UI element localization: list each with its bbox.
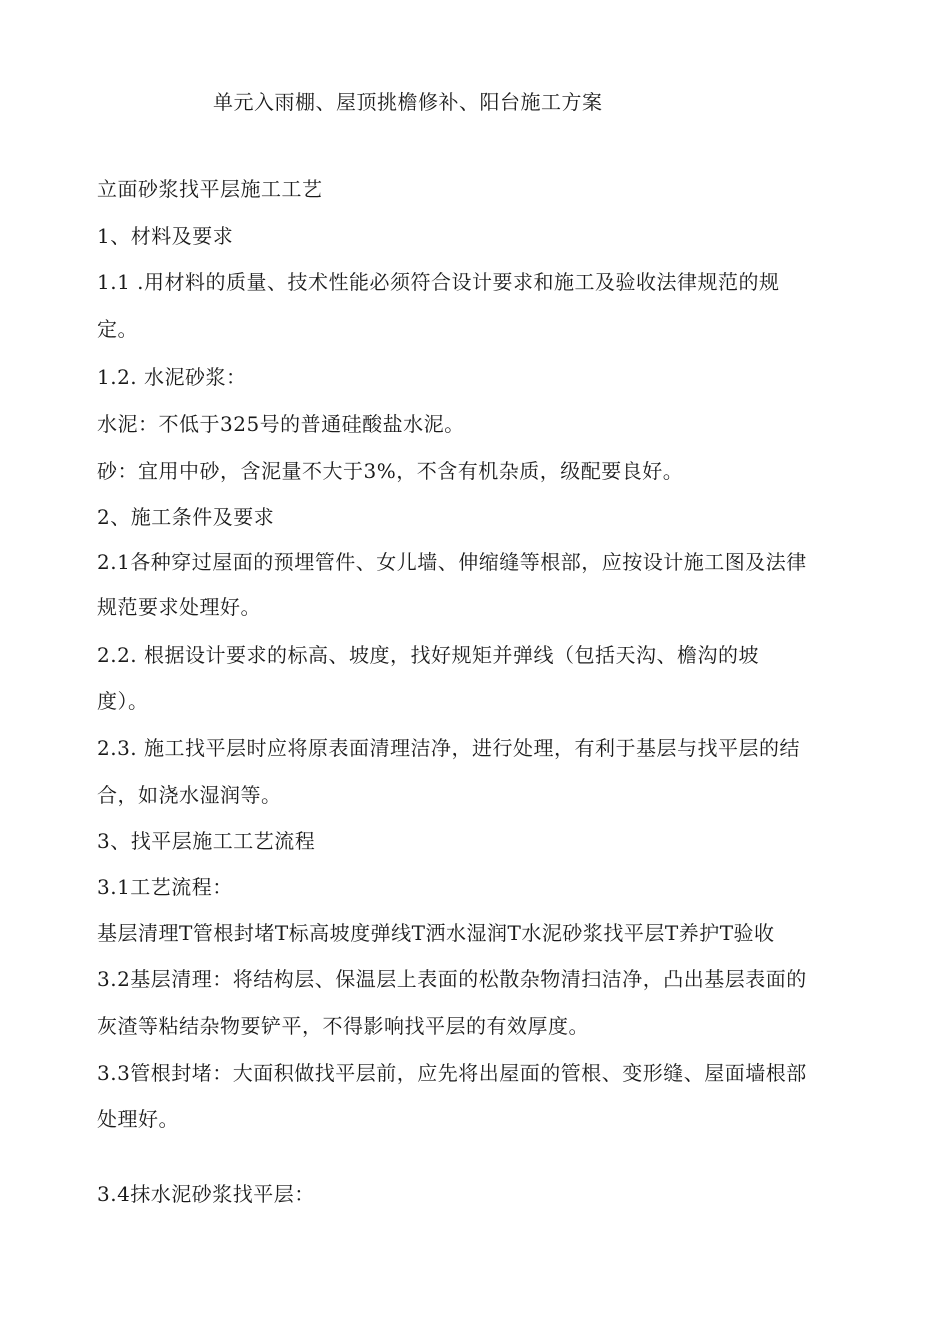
paragraph-line: 水泥：不低于325号的普通硅酸盐水泥。 bbox=[97, 412, 465, 436]
paragraph-line: 规范要求处理好。 bbox=[97, 595, 261, 619]
paragraph-line: 砂：宜用中砂，含泥量不大于3%，不含有机杂质，级配要良好。 bbox=[97, 459, 684, 483]
paragraph-line: 1.1 .用材料的质量、技术性能必须符合设计要求和施工及验收法律规范的规 bbox=[97, 270, 780, 294]
paragraph-line: 定。 bbox=[97, 317, 138, 341]
paragraph-line: 2.2. 根据设计要求的标高、坡度，找好规矩并弹线（包括天沟、檐沟的坡 bbox=[97, 643, 760, 667]
paragraph-line: 3.2基层清理：将结构层、保温层上表面的松散杂物清扫洁净，凸出基层表面的 bbox=[97, 967, 807, 991]
paragraph-line: 2.3. 施工找平层时应将原表面清理洁净，进行处理，有利于基层与找平层的结 bbox=[97, 736, 801, 760]
paragraph-line: 3.4抹水泥砂浆找平层： bbox=[97, 1182, 315, 1206]
paragraph-line: 基层清理T管根封堵T标高坡度弹线T洒水湿润T水泥砂浆找平层T养护T验收 bbox=[97, 921, 775, 945]
paragraph-line: 1.2. 水泥砂浆： bbox=[97, 365, 247, 389]
paragraph-line: 度）。 bbox=[97, 689, 149, 713]
paragraph-line: 合，如浇水湿润等。 bbox=[97, 783, 282, 807]
subsection-heading: 1、材料及要求 bbox=[97, 224, 234, 248]
paragraph-line: 2.1各种穿过屋面的预埋管件、女儿墙、伸缩缝等根部，应按设计施工图及法律 bbox=[97, 550, 807, 574]
paragraph-line: 灰渣等粘结杂物要铲平，不得影响找平层的有效厚度。 bbox=[97, 1014, 589, 1038]
paragraph-line: 处理好。 bbox=[97, 1107, 179, 1131]
section-heading: 立面砂浆找平层施工工艺 bbox=[97, 177, 323, 201]
subsection-heading: 3、找平层施工工艺流程 bbox=[97, 829, 316, 853]
subsection-heading: 2、施工条件及要求 bbox=[97, 505, 275, 529]
paragraph-line: 3.1工艺流程： bbox=[97, 875, 233, 899]
paragraph-line: 3.3管根封堵：大面积做找平层前，应先将出屋面的管根、变形缝、屋面墙根部 bbox=[97, 1061, 807, 1085]
document-title: 单元入雨棚、屋顶挑檐修补、阳台施工方案 bbox=[213, 90, 603, 114]
